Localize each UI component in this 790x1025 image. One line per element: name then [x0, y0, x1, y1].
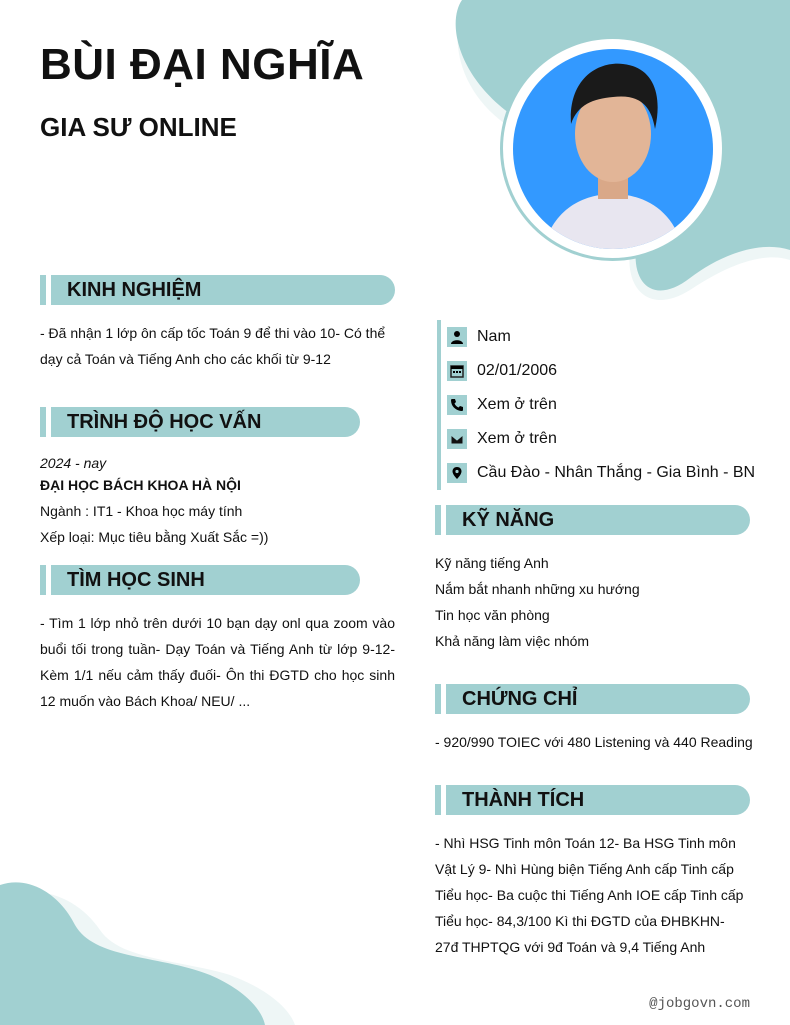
awards-text: - Nhì HSG Tinh môn Toán 12- Ba HSG Tinh môn Vật Lý 9- Nhì Hùng biện Tiếng Anh cấp Tinh cấp Tiểu học- Ba cuộc thi Tiếng Anh IOE cấp Tinh cấp Tiểu học- 84,3/100 Kì thi ĐGTD của ĐHBKHN- 27đ THPTQG với 9đ Toán và 9,4 Tiếng Anh — [435, 835, 744, 955]
section-header-certificates: CHỨNG CHỈ — [435, 684, 750, 714]
seeking-text: - Tìm 1 lớp nhỏ trên dưới 10 bạn dạy onl qua zoom vào buổi tối trong tuần- Dạy Toán và Tiếng Anh từ lớp 9-12- Kèm 1/1 nếu cảm thấy đuối- Ôn thi ĐGTD cho học sinh 12 muốn vào Bách Khoa/ NEU/ ... — [40, 615, 395, 709]
skill-item: Kỹ năng tiếng Anh — [435, 555, 549, 571]
candidate-name: BÙI ĐẠI NGHĨA — [40, 40, 365, 89]
person-icon — [447, 327, 467, 347]
contact-value: Xem ở trên — [477, 430, 557, 447]
contact-phone — [447, 388, 755, 422]
contact-value: Nam — [477, 328, 511, 345]
education-period: 2024 - nay — [40, 455, 107, 471]
skill-item: Tin học văn phòng — [435, 607, 550, 623]
skill-item: Nắm bắt nhanh những xu hướng — [435, 581, 640, 597]
contact-email — [447, 422, 755, 456]
contact-address — [447, 456, 755, 490]
watermark: @jobgovn.com — [649, 996, 750, 1012]
section-header-experience: KINH NGHIỆM — [40, 275, 395, 305]
certificates-text: - 920/990 TOIEC với 480 Listening và 440 Reading — [435, 734, 753, 750]
avatar-icon — [513, 49, 713, 249]
section-header-skills: KỸ NĂNG — [435, 505, 750, 535]
contact-gender — [447, 320, 755, 354]
contact-birthday — [447, 354, 755, 388]
contact-value: 02/01/2006 — [477, 362, 558, 379]
location-icon — [447, 463, 467, 483]
mail-icon — [447, 429, 467, 449]
section-header-seeking: TÌM HỌC SINH — [40, 565, 360, 595]
contact-value: Cầu Đào - Nhân Thắng - Gia Bình - BN — [477, 464, 756, 481]
section-header-awards: THÀNH TÍCH — [435, 785, 750, 815]
skill-item: Khả năng làm việc nhóm — [435, 633, 590, 649]
experience-text: - Đã nhận 1 lớp ôn cấp tốc Toán 9 để thi vào 10- Có thể dạy cả Toán và Tiếng Anh cho các khối từ 9-12 — [40, 325, 386, 367]
contact-info — [437, 320, 755, 490]
profile-photo — [500, 36, 725, 261]
job-title: GIA SƯ ONLINE — [40, 112, 237, 142]
education-major: Ngành : IT1 - Khoa học máy tính — [40, 503, 243, 519]
contact-value: Xem ở trên — [477, 396, 557, 413]
phone-icon — [447, 395, 467, 415]
calendar-icon — [447, 361, 467, 381]
education-grade: Xếp loại: Mục tiêu bằng Xuất Sắc =)) — [40, 529, 269, 545]
education-school: ĐẠI HỌC BÁCH KHOA HÀ NỘI — [40, 477, 241, 493]
section-header-education: TRÌNH ĐỘ HỌC VẤN — [40, 407, 360, 437]
